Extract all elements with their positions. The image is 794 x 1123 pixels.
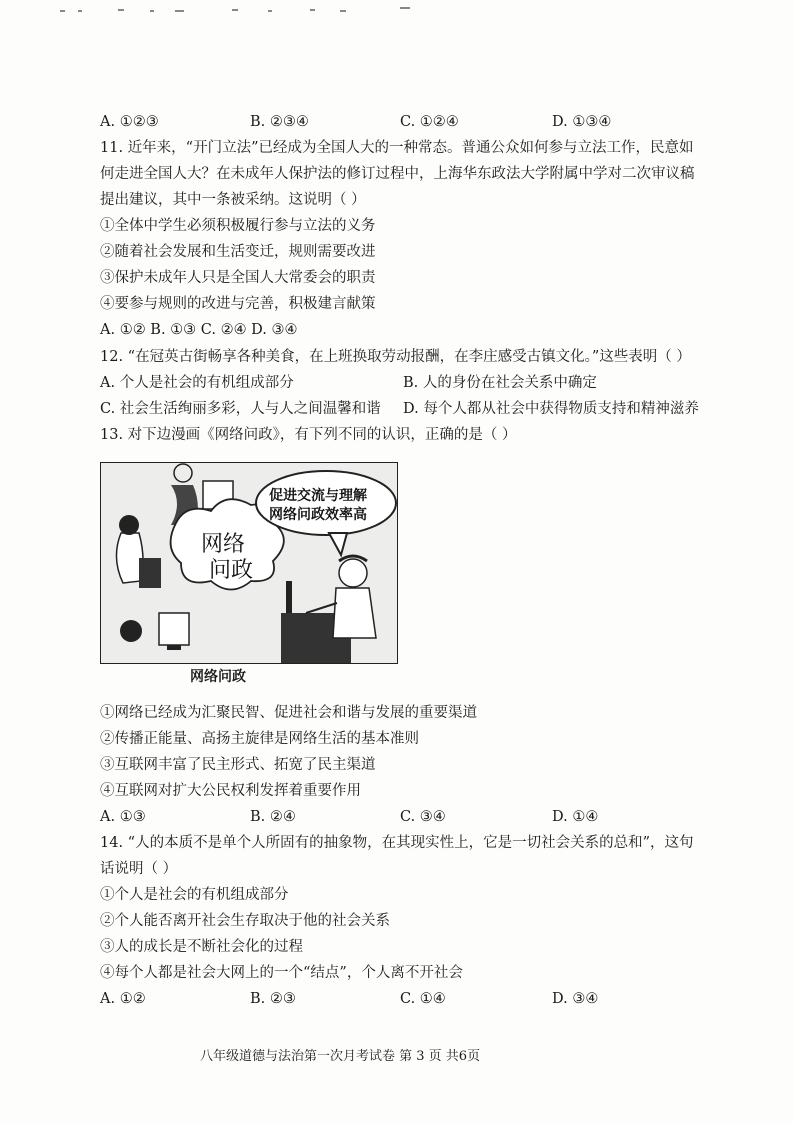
q14-option-d: D. ③④	[552, 991, 599, 1007]
q11-statement-3: ③保护未成年人只是全国人大常委会的职责	[100, 270, 376, 286]
q13-option-a: A. ①③	[100, 809, 146, 825]
q14-option-a: A. ①②	[100, 991, 146, 1007]
q10-option-d: D. ①③④	[552, 114, 612, 130]
bubble-text-line-1: 促进交流与理解	[269, 488, 367, 504]
q11-statement-4: ④要参与规则的改进与完善，积极建言献策	[100, 296, 376, 312]
q11-statement-2: ②随着社会发展和生活变迁，规则需要改进	[100, 244, 376, 260]
q14-statement-2: ②个人能否离开社会生存取决于他的社会关系	[100, 913, 390, 929]
cartoon-caption: 网络问政	[190, 669, 246, 685]
q13-statement-2: ②传播正能量、高扬主旋律是网络生活的基本准则	[100, 731, 419, 747]
q10-option-a: A. ①②③	[100, 114, 159, 130]
q11-options: A. ①② B. ①③ C. ②④ D. ③④	[100, 322, 298, 338]
q14-option-b: B. ②③	[250, 991, 296, 1007]
q10-option-b: B. ②③④	[250, 114, 309, 130]
q13-statement-4: ④互联网对扩大公民权利发挥着重要作用	[100, 783, 361, 799]
q11-statement-1: ①全体中学生必须积极履行参与立法的义务	[100, 218, 376, 234]
cartoon-image	[100, 462, 398, 664]
q12-option-b: B. 人的身份在社会关系中确定	[403, 375, 597, 391]
q13-option-d: D. ①④	[552, 809, 599, 825]
bubble-text-line-2: 网络问政效率高	[269, 507, 367, 523]
q13-option-c: C. ③④	[400, 809, 446, 825]
q14-statement-4: ④每个人都是社会大网上的一个“结点”，个人离不开社会	[100, 965, 463, 981]
q13-option-b: B. ②④	[250, 809, 296, 825]
q12-option-d: D. 每个人都从社会中获得物质支持和精神滋养	[403, 401, 699, 417]
q14-stem-line-1: 14. “人的本质不是单个人所固有的抽象物，在其现实性上，它是一切社会关系的总和”，这句	[100, 835, 694, 851]
cloud-text-line-1: 网络	[201, 532, 246, 557]
q11-stem-line-2: 何走进全国人大？在未成年人保护法的修订过程中，上海华东政法大学附属中学对二次审议稿	[100, 166, 695, 182]
q11-stem-line-3: 提出建议，其中一条被采纳。这说明（ ）	[100, 192, 366, 208]
q12-option-c: C. 社会生活绚丽多彩，人与人之间温馨和谐	[100, 401, 381, 417]
q13-stem: 13. 对下边漫画《网络问政》，有下列不同的认识，正确的是（ ）	[100, 427, 517, 443]
q10-option-c: C. ①②④	[400, 114, 459, 130]
q14-statement-1: ①个人是社会的有机组成部分	[100, 887, 289, 903]
q14-statement-3: ③人的成长是不断社会化的过程	[100, 939, 303, 955]
q12-option-a: A. 个人是社会的有机组成部分	[100, 375, 294, 391]
q12-stem: 12. “在冠英古街畅享各种美食，在上班换取劳动报酬，在李庄感受古镇文化。”这些表明（ ）	[100, 349, 691, 365]
q14-option-c: C. ①④	[400, 991, 446, 1007]
q13-statement-1: ①网络已经成为汇聚民智、促进社会和谐与发展的重要渠道	[100, 705, 477, 721]
cloud-text-line-2: 问政	[209, 558, 254, 583]
scan-artifacts	[0, 4, 794, 16]
q14-stem-line-2: 话说明（ ）	[100, 861, 178, 877]
page-footer: 八年级道德与法治第一次月考试卷 第 3 页 共6页	[200, 1049, 481, 1064]
cartoon-drawing	[101, 463, 397, 663]
q11-stem-line-1: 11. 近年来，“开门立法”已经成为全国人大的一种常态。普通公众如何参与立法工作，民意如	[100, 140, 694, 156]
q13-statement-3: ③互联网丰富了民主形式、拓宽了民主渠道	[100, 757, 376, 773]
